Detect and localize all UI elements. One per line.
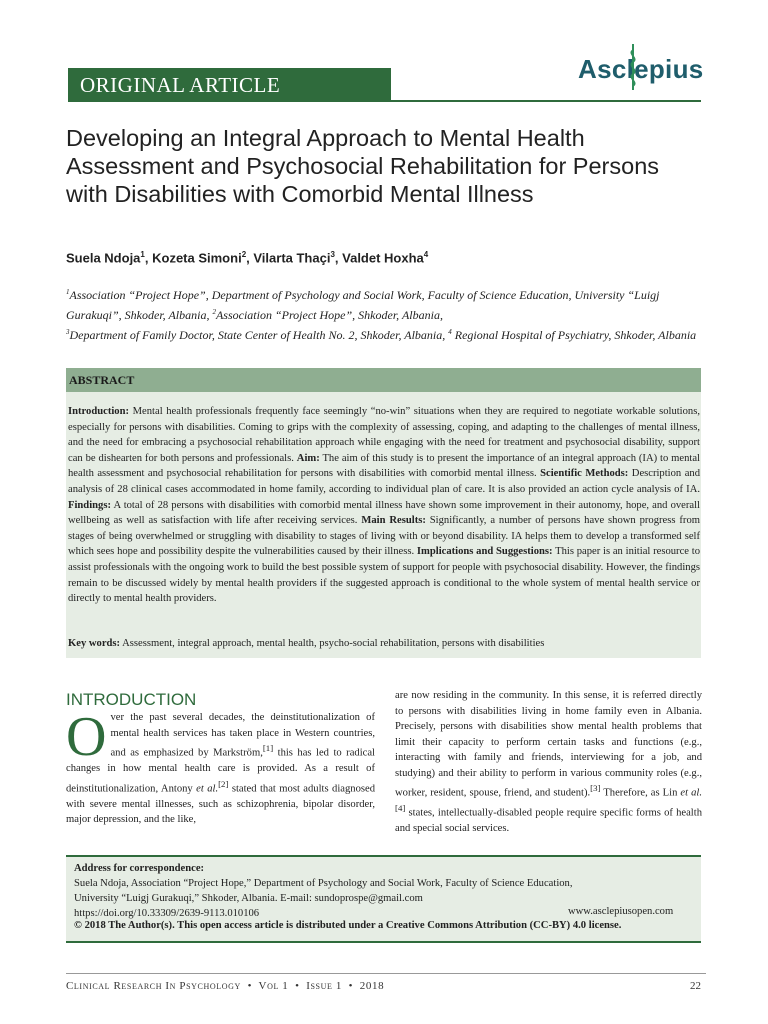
affiliations: [66, 284, 706, 344]
citation-link[interactable]: [3]: [590, 783, 601, 793]
copyright-notice: © 2018 The Author(s). This open access article is distributed under a Creative Commons Attribution (CC-BY) 4.0 license.: [74, 920, 622, 931]
abstract-label: Aim:: [296, 452, 320, 464]
author-list: Suela Ndoja$^1$, Kozeta Simoni$^2$, Vilarta Thaçi$^3$, Valdet Hoxha$^4$: [66, 250, 429, 266]
abstract-aim: The aim of this study is to present the importance of an integral approach (IA) to mental health assessment and psychosocial rehabilitation for persons with disabilities with comorbid mental illness.: [68, 452, 700, 480]
et-al: et al.: [680, 787, 703, 799]
author-sup: 2: [241, 250, 247, 259]
intro-text: are now residing in the community. In this sense, it is referred directly to persons with disabilities living in home family even in Albania. Precisely, persons with disabilities show mental health problems that limit their capacity to perform certain tasks and functions (e.g., interacting with family and friends, interviewing for a job, and studying) and their ability to perform in various community roles (e.g., worker, resident, spouse, friend, and student).: [395, 690, 702, 799]
affiliation-3: Department of Family Doctor, State Center of Health No. 2, Shkoder, Albania,: [69, 328, 449, 342]
correspondence-label: Address for correspondence:: [74, 863, 205, 874]
affiliation-1: Association “Project Hope”, Department of Psychology and Social Work, Faculty of Science Education, University “Luigj Gurakuqi”, Shkoder, Albania,: [66, 288, 660, 322]
drop-cap: O: [66, 706, 107, 768]
publisher-logo: [578, 46, 708, 92]
keywords: [68, 636, 700, 651]
correspondence-line: Suela Ndoja, Association “Project Hope,” Department of Psychology and Social Work, Faculty of Science Education,: [74, 878, 573, 889]
intro-text: stated that most adults diagnosed with severe mental illnesses, such as schizophrenia, bipolar disorder, major depression, and the like,: [66, 783, 375, 826]
abstract-results: Significantly, a number of persons have shown progress from stages of being overwhelmed or struggling with disability to stages of living with or beyond disability. IA helps them to develop a transformed self which sees hope and possibility despite the vulnerabilities caused by their illness.: [68, 515, 700, 558]
running-footer: [66, 980, 384, 992]
correspondence-line: University “Luigj Gurakuqi,” Shkoder, Albania. E-mail: sundoprospe@gmail.com: [74, 893, 423, 904]
abstract-text: [68, 404, 700, 607]
affil-sup: 1: [66, 288, 70, 296]
article-title: Developing an Integral Approach to Mental Health Assessment and Psychosocial Rehabilitation for Persons with Disabilities with Comorbid Mental Illness: [66, 125, 660, 207]
abstract-label: Main Results:: [361, 515, 426, 527]
affiliation-2: Association “Project Hope”, Shkoder, Albania,: [215, 308, 443, 322]
author-name: Valdet Hoxha: [342, 250, 424, 266]
intro-text: states, intellectually-disabled people require specific forms of health and special social services.: [395, 807, 702, 835]
citation-link[interactable]: [1]: [262, 743, 274, 753]
affiliation-4: Regional Hospital of Psychiatry, Shkoder, Albania: [454, 328, 697, 342]
banner-divider: [391, 100, 701, 102]
footer-separator: •: [247, 980, 253, 992]
abstract-label: Implications and Suggestions:: [416, 546, 553, 558]
website-link[interactable]: www.asclepiusopen.com: [568, 906, 674, 917]
author-name: Vilarta Thaçi: [253, 250, 331, 266]
author-sup: 1: [140, 250, 145, 259]
issue: Issue 1: [306, 980, 342, 992]
citation-link[interactable]: [4]: [395, 803, 406, 814]
article-type-banner: ORIGINAL ARTICLE: [68, 68, 391, 102]
body-column-left: [66, 706, 375, 828]
footer-divider: [66, 973, 706, 974]
publisher-logo-text: Asclepius: [578, 53, 704, 84]
et-al: et al.: [196, 783, 219, 795]
author-name: Suela Ndoja: [66, 250, 141, 266]
abstract-label: Introduction:: [68, 406, 130, 417]
abstract-intro: Mental health professionals frequently face seemingly “no-win” situations when they are required to negotiate workable solutions, especially for persons with disabilities. Coming to grips with the complexity of assessing, coping, and adapting to the challenges of mental illness, and the need for embracing a psychosocial rehabilitation approach while engaging with the need for treatment and psychosocial disability, support can be dishearten for both persons and professionals.: [68, 406, 700, 464]
doi-link[interactable]: https://doi.org/10.33309/2639-9113.010106: [74, 908, 260, 919]
abstract-implications: This paper is an initial resource to assist professionals with the ongoing work to build the best possible system of support for people with psychosocial disability. However, the findings remain to be discussed widely by mental health providers if the suggested approach is conditional to the whole system of mental health service or directly to mental health providers.: [68, 546, 700, 605]
body-column-right: [395, 688, 702, 837]
affil-sup: 3: [66, 328, 70, 336]
affil-sup: 4: [448, 328, 452, 336]
intro-text: ver the past several decades, the deinstitutionalization of mental health services has taken place in Western countries, and as emphasized by Markström,: [110, 712, 375, 759]
intro-text: Therefore, as Lin: [600, 787, 681, 799]
citation-link[interactable]: [2]: [218, 778, 229, 789]
staff-of-asclepius-icon: [626, 42, 640, 92]
author-sup: 3: [330, 250, 335, 259]
footer-separator: •: [295, 980, 300, 992]
volume: Vol 1: [258, 980, 289, 992]
keywords-text: Assessment, integral approach, mental health, psycho-social rehabilitation, persons with disabilities: [120, 638, 545, 649]
journal-name: Clinical Research In Psychology: [66, 980, 241, 992]
section-heading-introduction: INTRODUCTION: [66, 690, 197, 709]
page-number: 22: [690, 980, 701, 992]
abstract-label: Findings:: [68, 499, 111, 511]
affil-sup: 2: [212, 308, 216, 316]
abstract-heading: ABSTRACT: [66, 368, 701, 392]
author-sup: 4: [423, 250, 429, 259]
abstract-methods: Description and analysis of 28 clinical cases accommodated in home family, according to individual plan of care. It is also provided an action cycle analysis of IA.: [68, 468, 700, 495]
author-name: Kozeta Simoni: [152, 250, 242, 266]
keywords-label: Key words:: [68, 638, 121, 649]
intro-text: this has led to radical changes in how mental health care is provided. As a result of deinstitutionalization, Antony: [66, 747, 375, 795]
abstract-label: Scientific Methods:: [540, 468, 629, 480]
year: 2018: [359, 980, 385, 992]
abstract-findings: A total of 28 persons with disabilities with comorbid mental illness have shown some improvement in their autonomy, hope, and overall wellbeing as well as satisfaction with life after receiving services.: [68, 499, 700, 527]
footer-separator: •: [348, 980, 354, 992]
